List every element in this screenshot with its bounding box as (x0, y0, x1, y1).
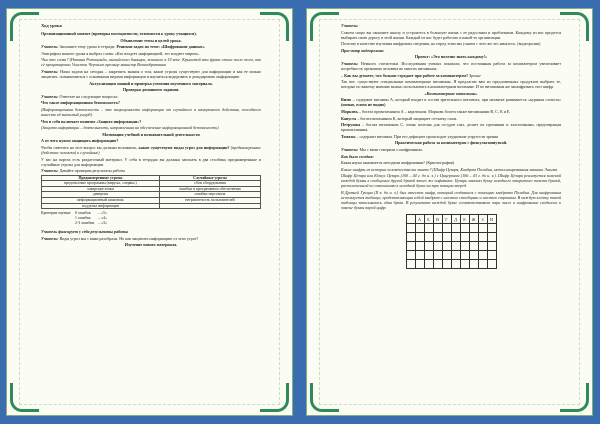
vitamin-item: Томаты – содержит витамин. При его дефиците происходит ухудшение упругости зрения (341, 133, 499, 139)
grid-cell (470, 242, 479, 251)
threats-table (41, 175, 261, 210)
encryption-label: Как было сегодня: (341, 153, 374, 159)
question-1: Что такое информационная безопасность? (41, 100, 120, 106)
table-intro: У вас на партах есть раздаточный материал. У себя в тетрадях вы должны записать в два столбика преднамеренные и случайные угрозы для информации. (41, 156, 261, 167)
motivation-question: А от чего нужно защищать информацию? (41, 138, 119, 144)
grid-cell: З (479, 215, 488, 224)
corner-ornament (10, 383, 39, 412)
grid-cell (416, 233, 425, 242)
grid-cell (461, 224, 470, 233)
grid-cell: И (488, 215, 497, 224)
table-header: Преднамеренные угрозы (42, 175, 160, 181)
vitamin-item: Витю – содержит витамин А, который входит в состав зрительного пигмента, при нехватке развивается «куриная слепота» (ночью, плохо не видно) (341, 97, 561, 108)
org-moment: Организационный момент (проверка посещаемости, готовности к уроку учащихся). (41, 31, 197, 36)
corner-ornament (560, 12, 589, 41)
epigraph-author: Чьи это слова? (Натана Ротшильда, английского банкира, жившего в 19 веке. Крылатой эта фраза стала после того, как её процитировал Уинстон Черчилль премьер министр Великобритании (41, 57, 261, 68)
vision-question: – Как вы думаете, что больше страдает при работе за компьютером? Зрение (341, 72, 481, 78)
grid-cell (434, 233, 443, 242)
corner-ornament (10, 12, 39, 41)
grid-cell (416, 242, 425, 251)
grid-cell: А (416, 215, 425, 224)
grid-cell (461, 251, 470, 260)
table-row: подделка информации (42, 203, 261, 209)
table-row: диверсия ошибки персонала (42, 192, 261, 198)
grid-cell (479, 224, 488, 233)
grid-cell (452, 251, 461, 260)
grid-cell (488, 242, 497, 251)
grid-cell (416, 224, 425, 233)
grid-cell (452, 242, 461, 251)
project-text: Учитель: Немного статистики. Исследования ученых показали, что постоянная работа за компьютером увеличивает потребность организма человека во многих витаминах. (341, 60, 561, 71)
encryption-question-2: Какие шифры из истории человечества вы знаете? (Шифр Цезаря, Квадрат Полибия, металлизированная машина Энигма (341, 166, 558, 172)
grid-cell (425, 224, 434, 233)
grid-cell: В (434, 215, 443, 224)
questions-intro: Учитель: Ответьте на следующие вопросы: (41, 93, 119, 99)
grid-cell (479, 242, 488, 251)
table-row: вредоносные программы (вирусы, «черви») сбои оборудования (42, 181, 261, 187)
grid-cell (470, 260, 479, 269)
table-row: Критерии оценки: 0 ошибок – «5» (41, 211, 107, 216)
encryption-question: Какая наука занимается методами шифрования? (Криптография) (341, 160, 454, 166)
grid-cell (407, 233, 416, 242)
table-intro-2: Учитель: Давайте проверим результаты работы (41, 168, 126, 174)
grid-cell (425, 251, 434, 260)
grid-cell (470, 233, 479, 242)
teacher-label: Учитель: (341, 23, 359, 28)
grid-cell (407, 251, 416, 260)
homework-heading: Проверка домашнего задания. (122, 87, 180, 93)
grid-cell (443, 260, 452, 269)
lesson-title: Ход урока (41, 23, 62, 28)
vitamin-item: Капуста – богата витамином К, который защищает сетчатку глаза. (341, 115, 458, 121)
motivation-heading: Мотивация учебной и познавательной деятельности (102, 131, 200, 137)
grid-cell: Е (461, 215, 470, 224)
answer-1: (Информационная безопасность – это защищенность информации от случайного и намеренного действия, способного нанести ей значимый ущерб). (41, 106, 261, 117)
grid-cell (425, 242, 434, 251)
grid-cell (407, 260, 416, 269)
corner-ornament (310, 12, 339, 41)
question-2: Что в себя включает понятие «Защита информации»? (41, 118, 142, 124)
grid-cell: Ж (470, 215, 479, 224)
project-heading: Проект: «Это полезно знать каждому!» (414, 54, 488, 60)
epigraph: Эпиграфом нашего урока я выбрал слова: «Кто владеет информацией, тот владеет миром». (41, 50, 200, 56)
grid-cell (425, 260, 434, 269)
grid-cell (488, 260, 497, 269)
grid-cell (461, 233, 470, 242)
table-header: Случайные угрозы (159, 175, 260, 181)
grid-cell (443, 251, 452, 260)
answer-2: (Защита информации – деятельность, направленная на обеспечение информационной безопасности) (41, 125, 219, 131)
fix-text: Учитель: Виды угроз мы с вами разобрали. Но как защитить информацию от этих угроз? (41, 235, 199, 241)
vitamin-item: Петрушка – богата витамином С, очень полезна для сосудов глаз, делает их прочными и эластичными, предотвращая кровоизлияния. (341, 122, 561, 133)
actualization-heading: Актуализация знаний и проверка усвоения изученного материала. (89, 80, 213, 86)
grid-cell (470, 251, 479, 260)
vitamins-heading: «Компьютерные витамины» (424, 90, 478, 96)
table-row: 1 ошибка – «4» (75, 216, 107, 221)
grid-cell: Г (443, 215, 452, 224)
video-heading: Просмотр видеоролика (341, 47, 384, 53)
grid-cell (434, 242, 443, 251)
grid-cell (488, 224, 497, 233)
grid-cell (416, 260, 425, 269)
intro-paragraph-2: Поэтому в качестве изучения шифровать сведения, но перед этим мы узнаем с чего же это началось. (видеоролик) (341, 41, 541, 47)
grid-cell: Д (452, 215, 461, 224)
grid-cell (470, 224, 479, 233)
corner-ornament (260, 383, 289, 412)
table-row: 2-3 ошибки – «3» (75, 221, 107, 226)
right-content (341, 23, 561, 269)
goal-paragraph: Учитель: Наша задача на сегодня – закрепить знания о том, какие угрозы существуют для информации и как ее можно защитить. познакомиться с основными видами информации и научиться кодировать и декодировать информацию. (41, 68, 261, 79)
grid-cell: Б (425, 215, 434, 224)
grid-cell (461, 260, 470, 269)
table-row: информационный шпионаж неграмотность пользователей (42, 198, 261, 204)
polybius-paragraph: В Древней Греции (II в. до н. э.) был известен шифр, который создавался с помощью квадрата Полибия. Для шифрования используется таблица, представляющая собой квадрат с шестью столбцами и шестью строками. В каждую клетку такой таблицы записывалась одна буква. В результате каждой букве соответствовала пара чисел и шифрование сводилось к замене буквы парой цифр. (341, 189, 561, 210)
grid-cell (434, 251, 443, 260)
grid-cell (434, 260, 443, 269)
topic-paragraph: Учитель: Запишите тему урока в тетради: Решение задач по теме: «Шифрование данных» (41, 44, 205, 50)
grid-cell (407, 224, 416, 233)
corner-ornament (260, 12, 289, 41)
grid-cell (479, 260, 488, 269)
grid-cell (407, 242, 416, 251)
grid-cell (479, 233, 488, 242)
grid-cell (461, 242, 470, 251)
table-row: хакерские атаки ошибки в программном обеспечении (42, 186, 261, 192)
intro-paragraph: Совсем скоро вы окончите школу и устроитесь в большую жизнь с ее радостями и проблемами. Каждому из вас придется выбирать свою дорогу в этой жизни. Каждый из вас будет работать в какой-то организации. (341, 29, 561, 40)
cipher-grid (406, 214, 497, 269)
grid-cell (443, 233, 452, 242)
criteria-table (41, 211, 111, 226)
grid-cell (434, 224, 443, 233)
new-material-heading: Изучение нового материала. (124, 242, 178, 248)
grid-cell (443, 224, 452, 233)
grid-cell (488, 233, 497, 242)
grid-cell (479, 251, 488, 260)
grid-cell (452, 260, 461, 269)
grid-cell (425, 233, 434, 242)
fix-heading: Учитель фиксирует у себя результаты работы (41, 229, 129, 235)
practical-heading: Практическая работа за компьютером с физкультминуткой. (394, 140, 508, 146)
corner-ornament (310, 383, 339, 412)
right-page (306, 8, 593, 416)
grid-cell (452, 224, 461, 233)
grid-cell (443, 242, 452, 251)
practical-text: Учитель: Мы с вами говорили о шифровании. (341, 146, 423, 152)
left-content (41, 23, 261, 249)
corner-ornament (560, 383, 589, 412)
grid-cell (488, 251, 497, 260)
grid-cell (407, 215, 416, 224)
topic-heading: Объявление темы и целей урока. (120, 37, 182, 43)
left-page (6, 8, 293, 416)
vitamin-item: Морковь – богата провитамином А – каротином. Морковь богата также витаминами В, С, К и Е. (341, 108, 511, 114)
motivation-text: Чтобы ответить на этот вопрос вы должны вспомнить, какие существуют виды угроз для информации? (преднамеренные (действие человека) и случайные) (41, 144, 261, 155)
grid-cell (416, 251, 425, 260)
vision-text: Так вот, существуют специальные компьютерные витамины. Я предлагаю вам из предложенных продуктов выбрать те, которые по вашему мнению можно использовать в компьютерном витамине. И по витаминам же зашифровать этот шифр. (341, 79, 561, 90)
grid-cell (452, 233, 461, 242)
caesar-paragraph: Шифр Цезаря или Юлиус Цезарь (100 – 44 г. до н. э.) с Цицероном (106 – 43 г. до н. э.). Шифр Цезаря реализуется заменой каждой буквы в сообщении другой буквой этого же алфавита. Цезарь заменял букву исходного открытого текста буквой, расположенной по отношению к исходной букве на три позиции вперед. (341, 173, 561, 189)
